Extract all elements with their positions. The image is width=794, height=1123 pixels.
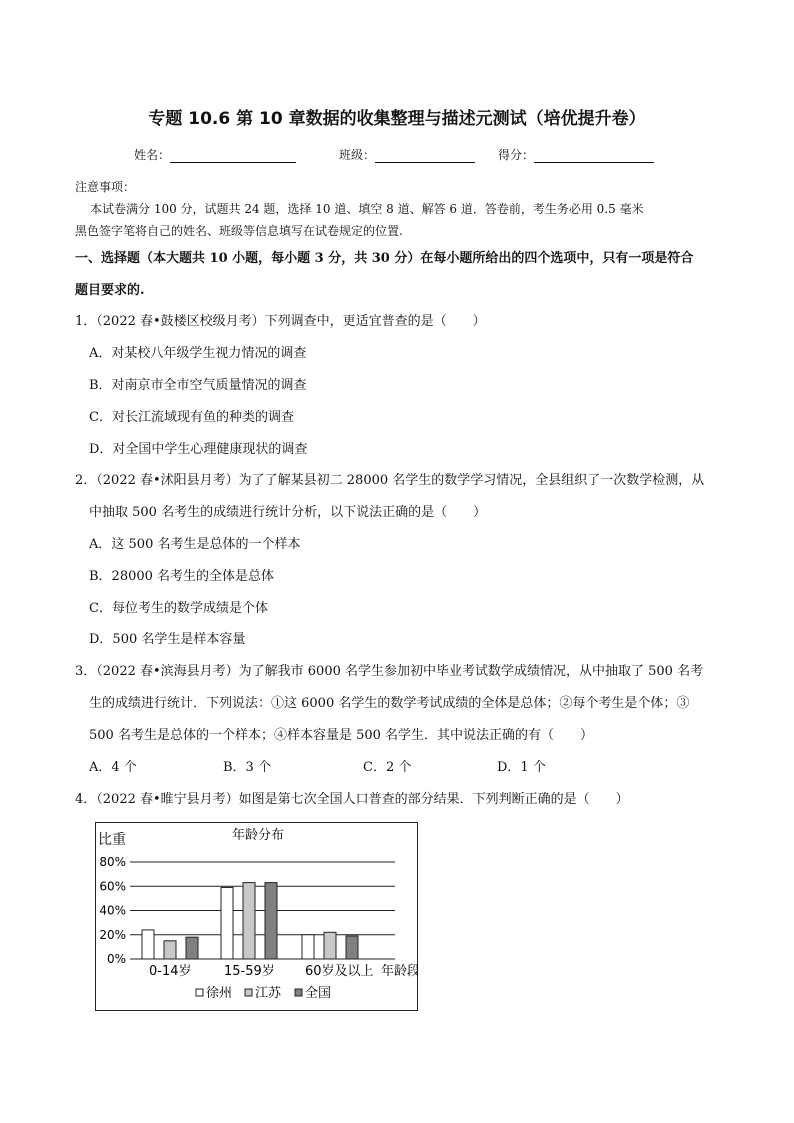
y-tick-label: 80%: [99, 855, 126, 869]
q1-option-d[interactable]: D．对全国中学生心理健康现状的调查: [89, 442, 308, 457]
notice-line-1: 本试卷满分 100 分，试题共 24 题，选择 10 道、填空 8 道、解答 6 道．答卷前，考生务必用 0.5 毫米: [90, 202, 644, 216]
q3-stem-line-1: 3．（2022 春•滨海县月考）为了解我市 6000 名学生参加初中毕业考试数学成绩情况，从中抽取了 500 名考: [75, 664, 704, 679]
x-category-label: 60岁及以上: [305, 964, 374, 979]
notice-heading: 注意事项：: [75, 180, 136, 194]
score-field[interactable]: [498, 146, 654, 163]
bar-江苏-0-14岁: [164, 941, 176, 959]
name-field[interactable]: [134, 146, 296, 163]
y-tick-label: 40%: [99, 903, 126, 918]
section-heading-line-1: 一、选择题（本大题共 10 小题，每小题 3 分，共 30 分）在每小题所给出的四个选项中，只有一项是符合: [75, 251, 694, 266]
q3-option-c[interactable]: C．2 个: [363, 760, 412, 775]
bar-徐州-0-14岁: [142, 930, 154, 959]
legend-label: 全国: [305, 986, 332, 1001]
class-label: 班级：: [339, 148, 376, 162]
q2-stem-line-2: 中抽取 500 名考生的成绩进行统计分析，以下说法正确的是（ ）: [89, 505, 487, 520]
q3-option-d[interactable]: D．1 个: [497, 760, 546, 775]
legend-label: 江苏: [255, 986, 282, 1001]
q3-stem-line-3: 500 名考生是总体的一个样本；④样本容量是 500 名学生．其中说法正确的有（ ）: [89, 728, 594, 743]
q2-option-a[interactable]: A．这 500 名考生是总体的一个样本: [89, 537, 301, 552]
age-distribution-chart: [95, 822, 418, 1011]
q1-option-b[interactable]: B．对南京市全市空气质量情况的调查: [89, 378, 307, 393]
q1-option-a[interactable]: A．对某校八年级学生视力情况的调查: [89, 346, 307, 361]
x-category-label: 0-14岁: [149, 964, 192, 979]
q1-stem: 1．（2022 春•鼓楼区校级月考）下列调查中，更适宜普查的是（ ）: [75, 314, 486, 329]
page-title: 专题 10.6 第 10 章数据的收集整理与描述元测试（培优提升卷）: [148, 109, 646, 129]
legend-swatch-江苏: [245, 989, 252, 996]
q2-option-d[interactable]: D．500 名学生是样本容量: [89, 632, 246, 647]
bar-江苏-15-59岁: [243, 883, 255, 959]
score-label: 得分：: [498, 148, 535, 162]
bar-徐州-15-59岁: [221, 887, 233, 959]
chart-svg: [95, 822, 418, 1011]
bar-江苏-60岁及以上: [324, 932, 336, 959]
name-blank[interactable]: [170, 150, 296, 163]
q1-option-c[interactable]: C．对长江流域现有鱼的种类的调查: [89, 410, 294, 425]
legend-label: 徐州: [206, 986, 233, 1001]
bar-全国-0-14岁: [186, 937, 198, 959]
notice-line-2: 黑色签字笔将自己的姓名、班级等信息填写在试卷规定的位置.: [75, 224, 403, 238]
class-blank[interactable]: [375, 150, 475, 163]
score-blank[interactable]: [534, 150, 654, 163]
q2-stem-line-1: 2．（2022 春•沭阳县月考）为了了解某县初二 28000 名学生的数学学习情况，全县组织了一次数学检测，从: [75, 473, 705, 488]
chart-title: 年龄分布: [231, 828, 285, 843]
y-tick-label: 20%: [99, 927, 126, 942]
class-field[interactable]: [339, 146, 475, 163]
y-axis-label: 比重: [98, 832, 126, 848]
q3-option-b[interactable]: B．3 个: [223, 760, 271, 775]
x-axis-label: 年龄段: [381, 964, 418, 979]
name-label: 姓名：: [134, 148, 171, 162]
bar-全国-60岁及以上: [346, 936, 358, 959]
chart-frame: [96, 823, 418, 1011]
bar-徐州-60岁及以上: [302, 935, 314, 959]
q2-option-b[interactable]: B．28000 名考生的全体是总体: [89, 569, 275, 584]
q3-option-a[interactable]: A．4 个: [89, 760, 137, 775]
x-category-label: 15-59岁: [224, 964, 275, 979]
legend-swatch-全国: [295, 989, 302, 996]
y-tick-label: 0%: [106, 952, 126, 966]
q4-stem: 4．（2022 春•睢宁县月考）如图是第七次全国人口普查的部分结果．下列判断正确的是（ ）: [75, 792, 629, 807]
legend-swatch-徐州: [196, 989, 203, 996]
q2-option-c[interactable]: C．每位考生的数学成绩是个体: [89, 601, 268, 616]
y-tick-label: 60%: [99, 879, 126, 894]
section-heading-line-2: 题目要求的.: [75, 283, 145, 298]
q3-stem-line-2: 生的成绩进行统计．下列说法：①这 6000 名学生的数学考试成绩的全体是总体；②每个考生是个体；③: [89, 696, 690, 711]
bar-全国-15-59岁: [265, 883, 277, 959]
